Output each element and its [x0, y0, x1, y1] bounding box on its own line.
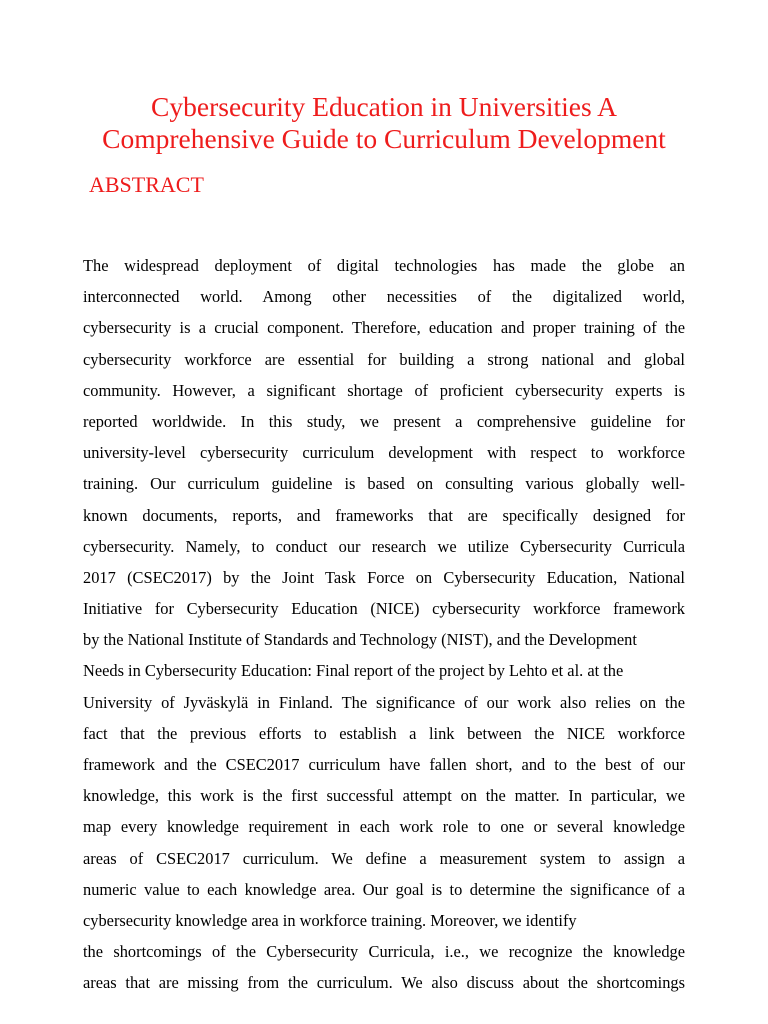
abstract-line: Needs in Cybersecurity Education: Final report of the project by Lehto et al. at the [83, 661, 624, 681]
abstract-line: training. Our curriculum guideline is based on consulting various globally well- [83, 474, 685, 494]
abstract-line: University of Jyväskylä in Finland. The significance of our work also relies on the [83, 692, 685, 712]
abstract-line: cybersecurity workforce are essential for building a strong national and global [83, 349, 685, 369]
abstract-line: map every knowledge requirement in each work role to one or several knowledge [83, 817, 685, 837]
abstract-line: areas of CSEC2017 curriculum. We define a measurement system to assign a [83, 848, 685, 868]
abstract-line: knowledge, this work is the first successful attempt on the matter. In particular, we [83, 786, 685, 806]
abstract-line: known documents, reports, and frameworks that are specifically designed for [83, 505, 685, 525]
abstract-line: the shortcomings of the Cybersecurity Curricula, i.e., we recognize the knowledge [83, 942, 685, 962]
abstract-line: interconnected world. Among other necessities of the digitalized world, [83, 287, 685, 307]
abstract-line: fact that the previous efforts to establish a link between the NICE workforce [83, 723, 685, 743]
abstract-line: cybersecurity. Namely, to conduct our research we utilize Cybersecurity Curricula [83, 536, 685, 556]
abstract-line: areas that are missing from the curriculum. We also discuss about the shortcomings [83, 973, 685, 993]
abstract-line: community. However, a significant shortage of proficient cybersecurity experts is [83, 380, 685, 400]
abstract-line: cybersecurity knowledge area in workforce training. Moreover, we identify [83, 910, 577, 930]
abstract-line: cybersecurity is a crucial component. Therefore, education and proper training of the [83, 318, 685, 338]
abstract-line: numeric value to each knowledge area. Our goal is to determine the significance of a [83, 879, 685, 899]
abstract-line: framework and the CSEC2017 curriculum have fallen short, and to the best of our [83, 755, 685, 774]
abstract-body [83, 250, 685, 999]
abstract-line: 2017 (CSEC2017) by the Joint Task Force on Cybersecurity Education, National [83, 567, 685, 587]
abstract-line: by the National Institute of Standards and Technology (NIST), and the Development [83, 630, 637, 650]
title-line-1: Cybersecurity Education in Universities A [151, 91, 617, 122]
title-line-2: Comprehensive Guide to Curriculum Development [102, 122, 666, 154]
abstract-line: reported worldwide. In this study, we present a comprehensive guideline for [83, 411, 685, 431]
abstract-line: Initiative for Cybersecurity Education (NICE) cybersecurity workforce framework [83, 599, 685, 619]
abstract-line: The widespread deployment of digital technologies has made the globe an [83, 256, 685, 275]
abstract-line: university-level cybersecurity curriculum development with respect to workforce [83, 443, 685, 463]
document-title [60, 91, 708, 154]
abstract-heading: ABSTRACT [89, 172, 204, 197]
